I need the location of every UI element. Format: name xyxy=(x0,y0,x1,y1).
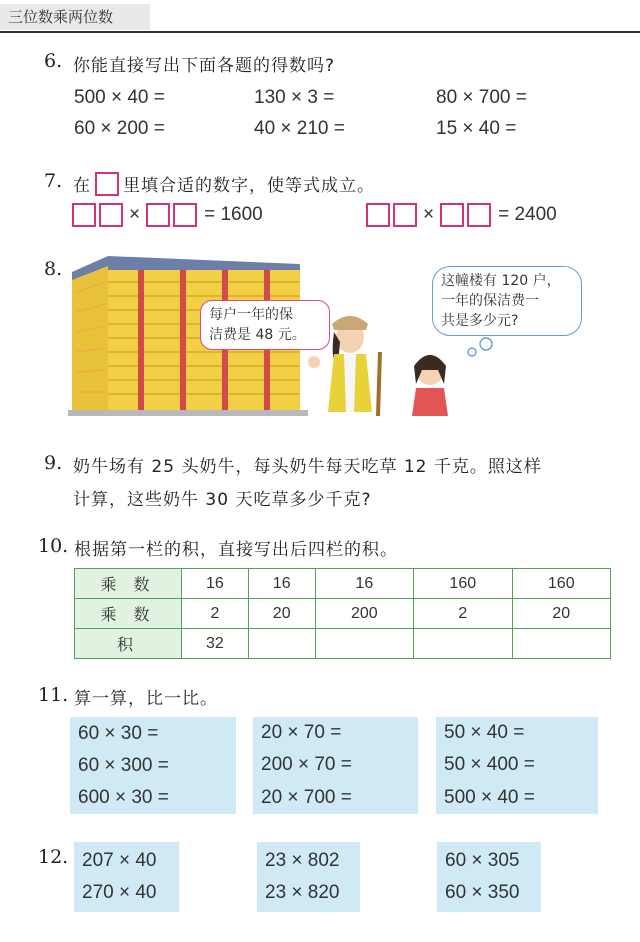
q11-card-expr: 600 × 30 = xyxy=(78,787,169,808)
table-cell: 200 xyxy=(315,599,413,629)
q7-left-result: = 1600 xyxy=(204,204,263,225)
q11-card-expr: 60 × 30 = xyxy=(78,723,159,744)
table-cell: 160 xyxy=(512,569,611,599)
q12-card-expr: 270 × 40 xyxy=(82,882,157,903)
question-9-number: 9. xyxy=(44,452,63,474)
table-cell: 20 xyxy=(248,599,315,629)
answer-cell[interactable] xyxy=(248,629,315,659)
q12-card-expr: 60 × 305 xyxy=(445,850,520,871)
table-cell: 32 xyxy=(182,629,249,659)
table-cell: 16 xyxy=(248,569,315,599)
row-header: 积 xyxy=(75,629,182,659)
row-header: 乘 数 xyxy=(75,599,182,629)
table-cell: 20 xyxy=(512,599,611,629)
q12-card-1 xyxy=(74,842,179,912)
row-header: 乘 数 xyxy=(75,569,182,599)
question-11-number: 11. xyxy=(38,684,69,706)
times-sign: × xyxy=(129,204,141,225)
blank-box[interactable] xyxy=(72,203,96,227)
blank-box[interactable] xyxy=(440,203,464,227)
q6-expr-2: 130 × 3 = xyxy=(254,87,335,108)
blank-box[interactable] xyxy=(146,203,170,227)
q11-card-expr: 20 × 70 = xyxy=(261,722,342,743)
question-9-line-2: 计算，这些奶牛 30 天吃草多少千克? xyxy=(73,490,372,510)
times-sign: × xyxy=(423,204,435,225)
question-10-text: 根据第一栏的积，直接写出后四栏的积。 xyxy=(74,540,398,560)
q11-card-1 xyxy=(70,717,236,814)
blank-box[interactable] xyxy=(173,203,197,227)
q12-card-expr: 60 × 350 xyxy=(445,882,520,903)
table-cell: 16 xyxy=(182,569,249,599)
product-table xyxy=(74,568,611,659)
q11-card-expr: 50 × 400 = xyxy=(444,754,535,775)
bubble-line: 共是多少元? xyxy=(441,313,519,329)
q11-card-expr: 20 × 700 = xyxy=(261,787,352,808)
q11-card-expr: 50 × 40 = xyxy=(444,722,525,743)
question-12-number: 12. xyxy=(38,846,69,868)
bubble-line: 洁费是 48 元。 xyxy=(209,327,306,343)
table-row xyxy=(75,599,611,629)
q12-card-expr: 207 × 40 xyxy=(82,850,157,871)
question-6-number: 6. xyxy=(44,50,63,72)
blank-box[interactable] xyxy=(467,203,491,227)
question-9-line-1: 奶牛场有 25 头奶牛，每头奶牛每天吃草 12 千克。照这样 xyxy=(73,457,542,477)
q7-equation-right xyxy=(366,203,557,227)
header-rule xyxy=(0,31,640,33)
table-cell: 2 xyxy=(182,599,249,629)
question-6-text: 你能直接写出下面各题的得数吗? xyxy=(73,56,336,76)
question-7-text xyxy=(73,171,375,196)
q12-card-2 xyxy=(257,842,360,912)
q6-expr-5: 40 × 210 = xyxy=(254,118,345,139)
q7-text-after: 里填合适的数字，使等式成立。 xyxy=(123,176,375,196)
table-cell: 2 xyxy=(414,599,512,629)
blank-box[interactable] xyxy=(393,203,417,227)
answer-cell[interactable] xyxy=(512,629,611,659)
q6-expr-4: 60 × 200 = xyxy=(74,118,165,139)
q12-card-expr: 23 × 820 xyxy=(265,882,340,903)
q6-expr-1: 500 × 40 = xyxy=(74,87,165,108)
question-11-text: 算一算，比一比。 xyxy=(74,689,218,709)
girl-thought-bubble xyxy=(432,266,582,336)
q12-card-3 xyxy=(437,842,541,912)
question-8-number: 8. xyxy=(44,258,63,280)
q7-right-result: = 2400 xyxy=(498,204,557,225)
chapter-title: 三位数乘两位数 xyxy=(8,8,114,26)
answer-cell[interactable] xyxy=(414,629,512,659)
bubble-line: 一年的保洁费一 xyxy=(441,293,539,309)
table-row xyxy=(75,629,611,659)
table-cell: 16 xyxy=(315,569,413,599)
page-header xyxy=(0,0,640,34)
q11-card-expr: 500 × 40 = xyxy=(444,787,535,808)
q11-card-2 xyxy=(253,717,418,814)
q11-card-expr: 200 × 70 = xyxy=(261,754,352,775)
blank-box[interactable] xyxy=(99,203,123,227)
q11-card-3 xyxy=(436,717,598,814)
q7-equation-left xyxy=(72,203,263,227)
q6-expr-6: 15 × 40 = xyxy=(436,118,517,139)
question-10-number: 10. xyxy=(38,535,69,557)
teacher-speech-bubble xyxy=(200,300,330,350)
table-cell: 160 xyxy=(414,569,512,599)
q11-card-expr: 60 × 300 = xyxy=(78,755,169,776)
q7-text-before: 在 xyxy=(73,176,91,196)
q12-card-expr: 23 × 802 xyxy=(265,850,340,871)
bubble-line: 每户一年的保 xyxy=(209,307,293,323)
q6-expr-3: 80 × 700 = xyxy=(436,87,527,108)
blank-box[interactable] xyxy=(366,203,390,227)
table-row xyxy=(75,569,611,599)
answer-cell[interactable] xyxy=(315,629,413,659)
question-7-number: 7. xyxy=(44,170,63,192)
inline-blank-box xyxy=(95,172,119,196)
bubble-line: 这幢楼有 120 户， xyxy=(441,273,561,289)
